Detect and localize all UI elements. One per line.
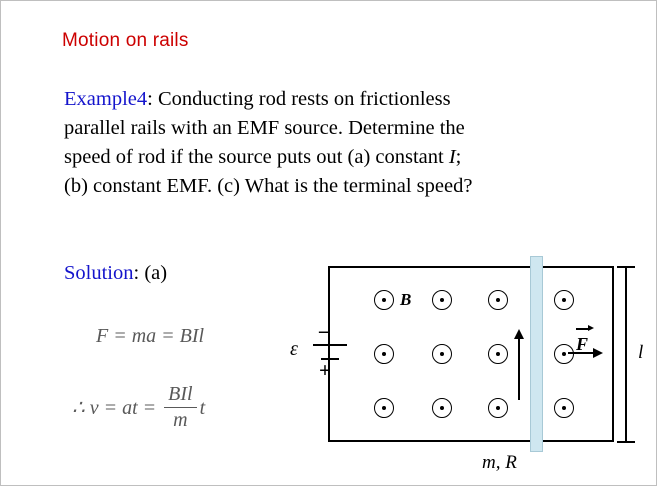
solution-part: : (a) — [133, 262, 168, 284]
equation-velocity-tail: t — [199, 397, 206, 420]
length-dimension-cap-bottom — [617, 441, 635, 443]
field-dot — [488, 290, 508, 310]
problem-statement — [64, 85, 624, 201]
solution-label: Solution — [64, 262, 134, 284]
field-dot — [432, 290, 452, 310]
force-label: F — [576, 334, 589, 354]
fraction-BIl-over-m — [164, 383, 196, 432]
conducting-rod — [530, 256, 543, 452]
circuit-figure — [282, 256, 648, 481]
page-title: Motion on rails — [62, 30, 189, 51]
fraction-denominator: m — [164, 407, 196, 432]
solution-heading — [64, 262, 167, 285]
battery-plus-label: + — [319, 358, 331, 382]
problem-line2: parallel rails with an EMF source. Determine the — [64, 117, 465, 139]
field-dot — [374, 398, 394, 418]
problem-line4: (b) constant EMF. (c) What is the terminal speed? — [64, 175, 473, 197]
field-dot — [432, 344, 452, 364]
emf-label: ε — [290, 338, 298, 360]
battery-minus-label: – — [319, 318, 330, 342]
equation-velocity-lead: ∴ v = at = — [72, 397, 162, 420]
equation-force: F = ma = BIl — [96, 325, 205, 347]
problem-var-current: I — [448, 146, 456, 168]
field-dot — [488, 344, 508, 364]
example-colon: : — [147, 88, 158, 110]
example-label: Example4 — [64, 88, 148, 110]
equation-velocity — [72, 385, 205, 434]
fraction-numerator: BIl — [168, 383, 193, 405]
field-dot — [554, 398, 574, 418]
field-dot — [432, 398, 452, 418]
problem-line3: speed of rod if the source puts out (a) constant — [64, 146, 449, 168]
current-arrow-icon — [518, 338, 520, 400]
length-dimension-line — [625, 266, 627, 442]
force-vector-hat-icon — [576, 328, 589, 330]
problem-line1: Conducting rod rests on frictionless — [157, 88, 451, 110]
rod-mass-resistance-label: m, R — [482, 452, 517, 473]
field-dot — [554, 290, 574, 310]
field-dot — [374, 290, 394, 310]
field-dot — [374, 344, 394, 364]
length-dimension-cap-top — [617, 266, 635, 268]
battery-long-plate — [313, 344, 347, 346]
length-label: l — [638, 342, 644, 363]
field-dot — [488, 398, 508, 418]
magnetic-field-label: B — [400, 290, 412, 309]
field-dot — [554, 344, 574, 364]
problem-line3-end: ; — [455, 146, 462, 168]
